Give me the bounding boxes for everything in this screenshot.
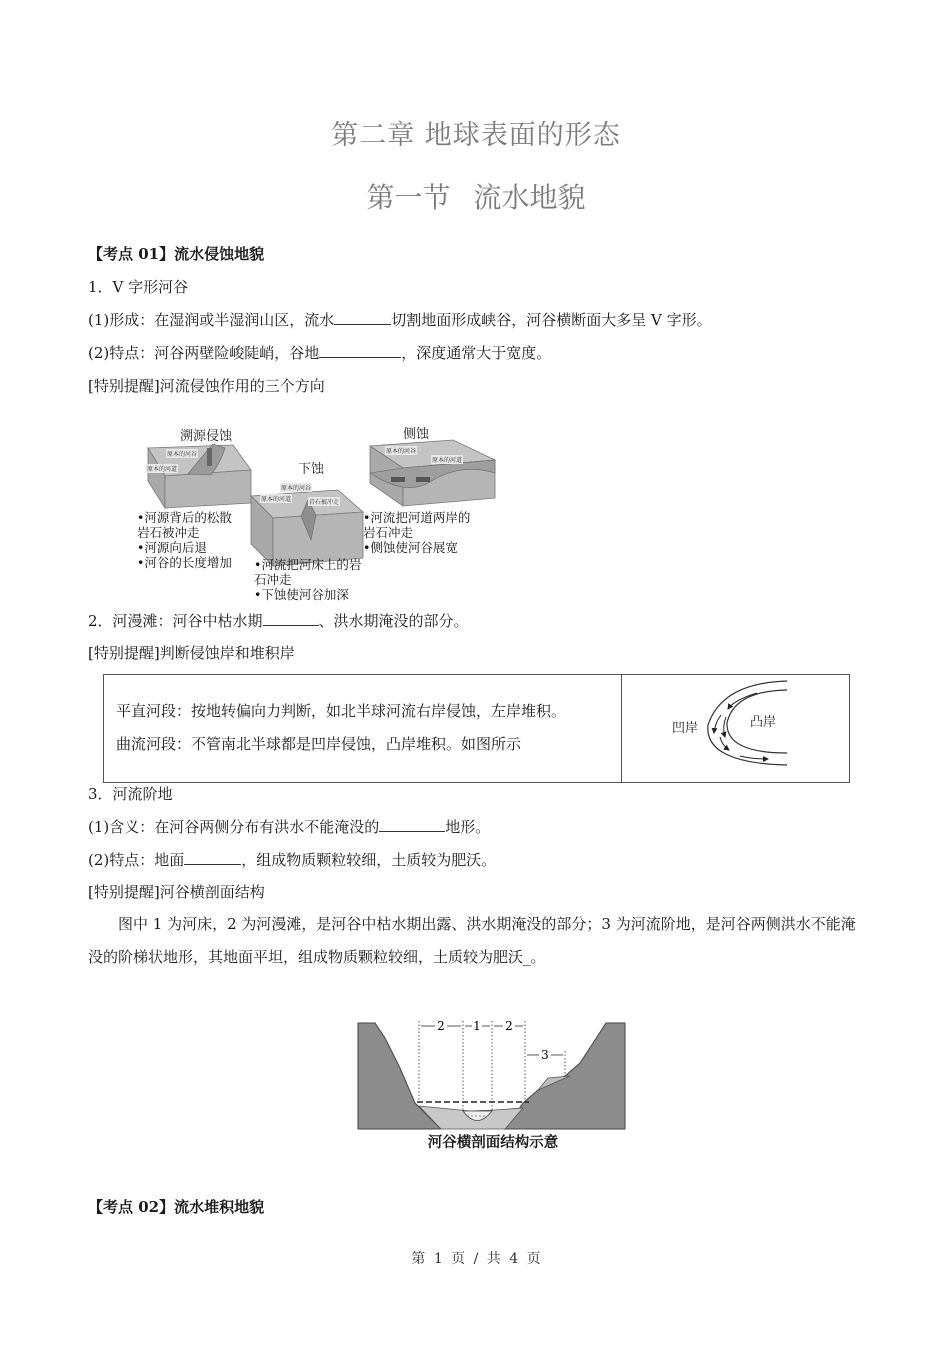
downcutting-bullets	[254, 557, 361, 602]
headward-bullets	[137, 510, 232, 570]
bullet: •河流把河道两岸的	[363, 510, 471, 525]
formation-suffix: 切割地面形成峡谷，河谷横断面大多呈 V 字形。	[391, 311, 712, 329]
erosion-reminder: [特别提醒]河流侵蚀作用的三个方向	[88, 377, 325, 395]
label-riverbed: 1	[473, 1019, 481, 1033]
downcutting-label: 下蚀	[298, 462, 325, 477]
valley-cross-section-figure	[355, 1018, 631, 1153]
terrace-meaning	[88, 817, 490, 837]
valley-cross-section-diagram	[355, 1018, 631, 1130]
bullet: •河流把河床上的岩	[254, 557, 362, 572]
headward-erosion-label: 溯源侵蚀	[180, 429, 233, 444]
terrace-meaning-suffix: 地形。	[445, 818, 491, 836]
floodplain-suffix: 、洪水期淹没的部分。	[318, 612, 469, 630]
terrace-meaning-prefix: (1)含义：在河谷两侧分布有洪水不能淹没的	[88, 818, 380, 836]
tag: 原本的河道	[147, 466, 178, 473]
section-title: 第一节 流水地貌	[366, 181, 586, 214]
bullet: 岩石冲走	[363, 525, 414, 540]
tag: 岩石被冲走	[309, 499, 340, 506]
lateral-erosion-label: 侧蚀	[403, 427, 430, 442]
bullet: •河源向后退	[137, 540, 207, 555]
tag: 原本的河谷	[281, 485, 312, 492]
bullet: •河谷的长度增加	[137, 555, 232, 570]
tag: 原本的河道	[261, 496, 292, 503]
topic02-heading: 【考点 02】流水堆积地貌	[88, 1198, 265, 1216]
v-valley-title: 1．V 字形河谷	[88, 278, 189, 296]
formation-blank[interactable]	[334, 310, 391, 325]
valley-figure-caption: 河谷横剖面结构示意	[427, 1135, 559, 1151]
concave-bank-label: 凹岸	[672, 721, 699, 736]
straight-river-rule: 平直河段：按地转偏向力判断，如北半球河流右岸侵蚀，左岸堆积。	[116, 702, 567, 720]
tag: 原本的河道	[432, 457, 463, 464]
lateral-bullets	[363, 510, 470, 555]
floodplain-prefix: 2．河漫滩：河谷中枯水期	[88, 612, 263, 630]
floodplain-line	[88, 611, 469, 631]
bullet: •河源背后的松散	[137, 510, 232, 525]
v-valley-feature	[88, 343, 551, 363]
feature-blank[interactable]	[319, 343, 401, 358]
bullet: 石冲走	[254, 572, 292, 587]
terrace-title: 3．河流阶地	[88, 785, 173, 803]
tag: 原本的河谷	[386, 448, 417, 455]
bank-reminder: [特别提醒]判断侵蚀岸和堆积岸	[88, 644, 295, 662]
label-floodplain-left: 2	[437, 1019, 445, 1033]
topic01-heading: 【考点 01】流水侵蚀地貌	[88, 245, 265, 263]
terrace-feature-prefix: (2)特点：地面	[88, 851, 185, 869]
tag: 原本的河谷	[167, 451, 198, 458]
bullet: •侧蚀使河谷展宽	[363, 540, 458, 555]
bullet: 岩石被冲走	[137, 525, 200, 540]
valley-reminder: [特别提醒]河谷横剖面结构	[88, 883, 265, 901]
chapter-title: 第二章 地球表面的形态	[331, 120, 621, 151]
page-indicator: 第 1 页 / 共 4 页	[411, 1251, 541, 1267]
feature-suffix: ，深度通常大于宽度。	[401, 344, 552, 362]
terrace-feature	[88, 850, 496, 870]
bullet: •下蚀使河谷加深	[254, 587, 349, 602]
valley-explanation: 图中 1 为河床，2 为河漫滩，是河谷中枯水期出露、洪水期淹没的部分；3 为河流阶地，是河谷两侧洪水不能淹没的阶梯状地形，其地面平坦，组成物质颗粒较细，土质较为肥沃_。	[88, 915, 856, 966]
convex-bank-label: 凸岸	[750, 715, 777, 730]
label-floodplain-right: 2	[505, 1019, 513, 1033]
feature-prefix: (2)特点：河谷两壁险峻陡峭，谷地	[88, 344, 320, 362]
v-valley-formation	[88, 310, 712, 330]
bank-erosion-table	[103, 674, 850, 783]
bank-rules-cell	[104, 675, 622, 782]
terrace-feature-blank[interactable]	[184, 850, 241, 865]
formation-prefix: (1)形成：在湿润或半湿润山区，流水	[88, 311, 335, 329]
meander-rule: 曲流河段：不管南北半球都是凹岸侵蚀，凸岸堆积。如图所示	[116, 735, 522, 753]
erosion-directions-figure	[133, 418, 503, 606]
floodplain-blank[interactable]	[263, 611, 319, 626]
meander-diagram	[622, 675, 850, 782]
terrace-feature-suffix: ，组成物质颗粒较细，土质较为肥沃。	[241, 851, 497, 869]
meander-diagram-cell	[622, 675, 849, 782]
label-terrace: 3	[541, 1048, 549, 1062]
terrace-meaning-blank[interactable]	[379, 817, 445, 832]
